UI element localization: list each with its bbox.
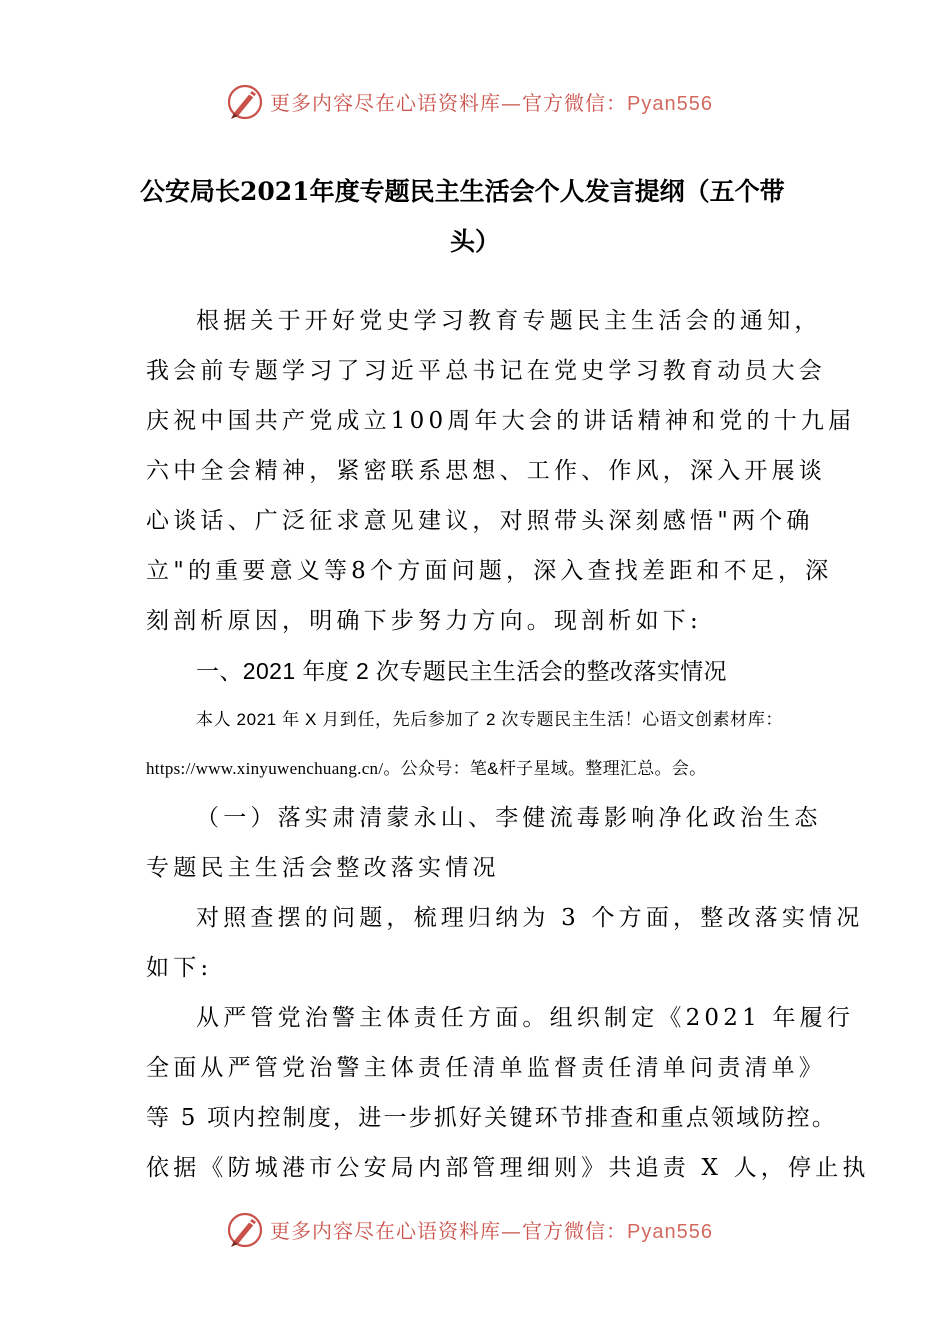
url-text-line: https://www.xinyuwenchuang.cn/。公众号：笔&杆子星域。整理汇总。会。 xyxy=(146,759,707,778)
text-line: 刻剖析原因，明确下步努力方向。现剖析如下: xyxy=(146,608,702,634)
pen-logo-icon xyxy=(225,1210,265,1250)
text-line: 从严管党治警主体责任方面。组织制定《2021 年履行 xyxy=(196,1005,855,1031)
subsection-heading: （一）落实肃清蒙永山、李健流毒影响净化政治生态 xyxy=(196,805,822,831)
text-line: 心谈话、广泛征求意见建议，对照带头深刻感悟"两个确 xyxy=(146,508,814,534)
text-line: 我会前专题学习了习近平总书记在党史学习教育动员大会 xyxy=(146,358,826,384)
banner-text: 更多内容尽在心语资料库—官方微信：Pyan556 xyxy=(270,1219,713,1243)
footer-watermark-banner xyxy=(0,1208,950,1252)
text-line: 全面从严管党治警主体责任清单监督责任清单问责清单》 xyxy=(146,1055,826,1081)
text-line: 依据《防城港市公安局内部管理细则》共追责 X 人，停止执 xyxy=(146,1155,870,1181)
url-text: https://www.xinyuwenchuang.cn/ xyxy=(146,759,384,778)
document-title-line-2: 头） xyxy=(449,227,500,256)
pen-logo-icon xyxy=(225,82,265,122)
text-line: 六中全会精神，紧密联系思想、工作、作风，深入开展谈 xyxy=(146,458,826,484)
text-line: 对照查摆的问题，梳理归纳为 3 个方面，整改落实情况 xyxy=(196,905,864,931)
text-line: 如下: xyxy=(146,955,213,981)
text-line: 专题民主生活会整改落实情况 xyxy=(146,855,500,881)
section-heading: 一、2021 年度 2 次专题民主生活会的整改落实情况 xyxy=(196,658,727,684)
header-watermark-banner xyxy=(0,80,950,124)
text-line: 根据关于开好党史学习教育专题民主生活会的通知， xyxy=(196,308,822,334)
text-line: 庆祝中国共产党成立100周年大会的讲话精神和党的十九届 xyxy=(146,408,856,434)
text-line: 本人 2021 年 X 月到任，先后参加了 2 次专题民主生活！心语文创素材库： xyxy=(196,710,783,729)
banner-text: 更多内容尽在心语资料库—官方微信：Pyan556 xyxy=(270,91,713,115)
text-line: 等 5 项内控制度，进一步抓好关键环节排查和重点领域防控。 xyxy=(146,1105,838,1131)
document-title-line-1: 公安局长2021年度专题民主生活会个人发言提纲（五个带 xyxy=(140,177,785,206)
text-line: 立"的重要意义等8个方面问题，深入查找差距和不足，深 xyxy=(146,558,833,584)
